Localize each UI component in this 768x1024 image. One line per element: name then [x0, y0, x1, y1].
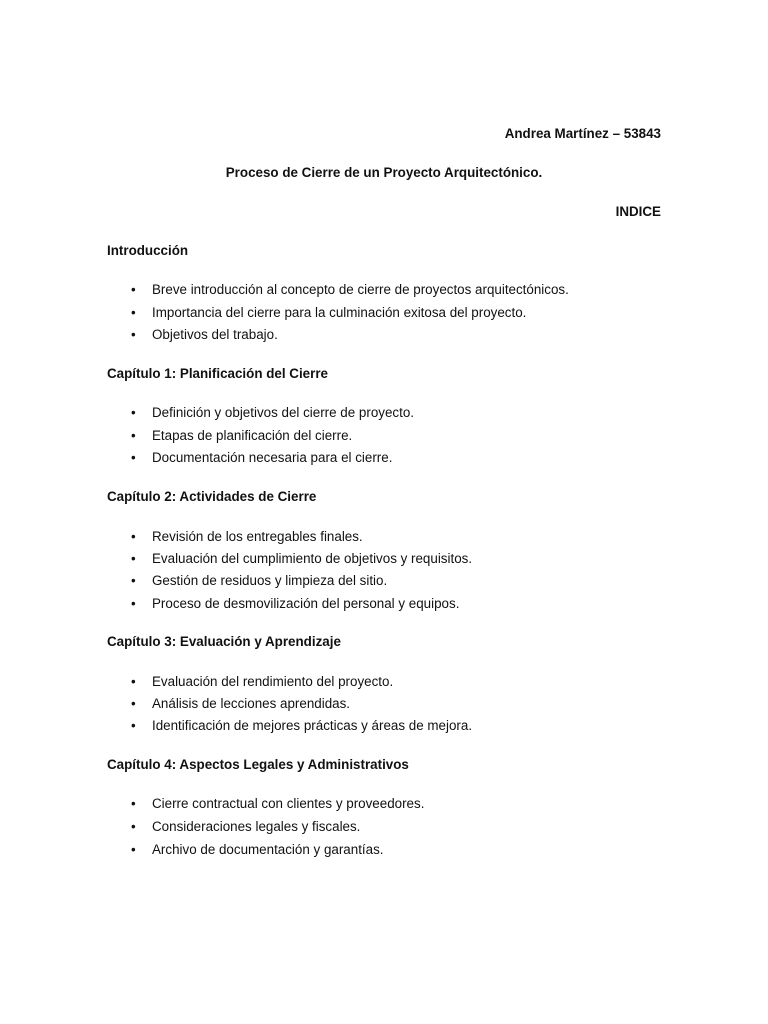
list-item: • Identificación de mejores prácticas y áreas de mejora.: [152, 718, 472, 734]
list-item: • Gestión de residuos y limpieza del sitio.: [152, 573, 387, 589]
index-heading: INDICE: [615, 204, 661, 219]
list-item: • Análisis de lecciones aprendidas.: [152, 696, 350, 712]
section-heading-capitulo-3: Capítulo 3: Evaluación y Aprendizaje: [107, 634, 341, 649]
list-item: • Breve introducción al concepto de cierre de proyectos arquitectónicos.: [152, 282, 569, 298]
list-item: • Objetivos del trabajo.: [152, 327, 278, 343]
list-item: • Revisión de los entregables finales.: [152, 529, 363, 545]
list-item: • Proceso de desmovilización del personal y equipos.: [152, 596, 459, 612]
section-heading-capitulo-2: Capítulo 2: Actividades de Cierre: [107, 489, 317, 504]
list-item: • Documentación necesaria para el cierre.: [152, 450, 392, 466]
list-item: • Archivo de documentación y garantías.: [152, 842, 384, 858]
list-item: • Etapas de planificación del cierre.: [152, 428, 352, 444]
list-item: • Cierre contractual con clientes y proveedores.: [152, 796, 424, 812]
list-item: • Evaluación del rendimiento del proyecto.: [152, 674, 393, 690]
list-item: • Evaluación del cumplimiento de objetivos y requisitos.: [152, 551, 472, 567]
list-item: • Consideraciones legales y fiscales.: [152, 819, 360, 835]
document-title: Proceso de Cierre de un Proyecto Arquitectónico.: [225, 165, 543, 180]
section-heading-capitulo-1: Capítulo 1: Planificación del Cierre: [107, 366, 328, 381]
list-item: • Definición y objetivos del cierre de proyecto.: [152, 405, 414, 421]
list-item: • Importancia del cierre para la culminación exitosa del proyecto.: [152, 305, 526, 321]
section-heading-capitulo-4: Capítulo 4: Aspectos Legales y Administrativos: [107, 757, 409, 772]
author-line: Andrea Martínez – 53843: [504, 126, 661, 141]
section-heading-introduccion: Introducción: [107, 243, 189, 258]
